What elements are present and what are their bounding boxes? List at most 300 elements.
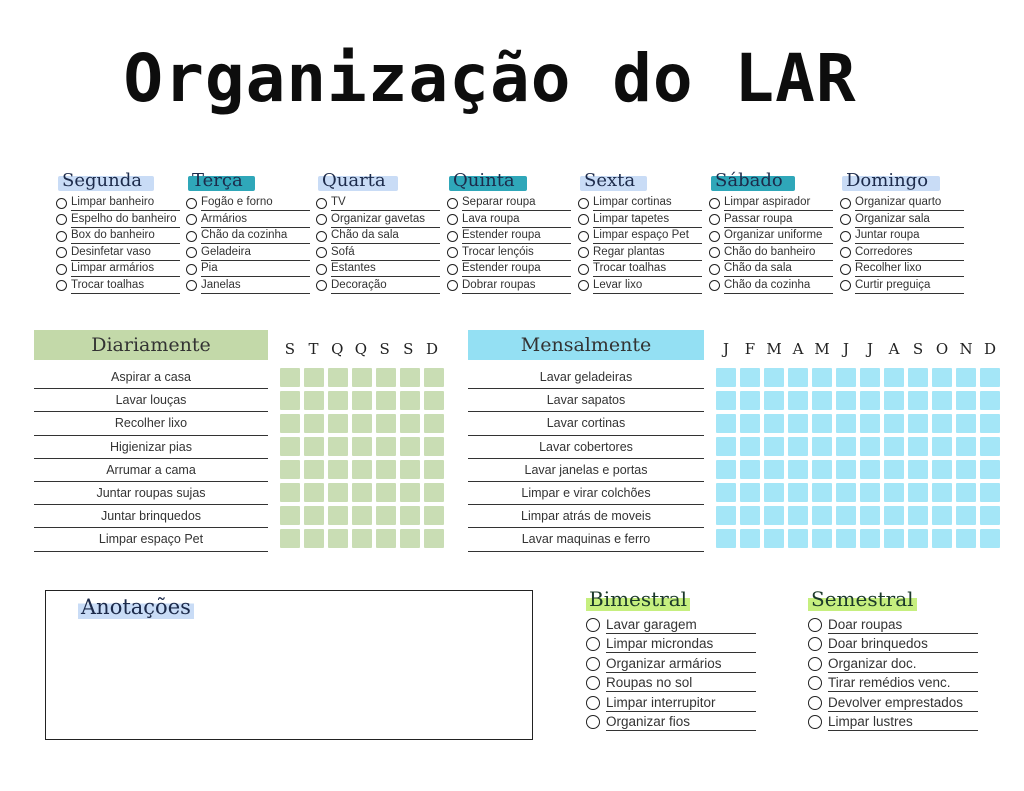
task-label: Estender roupa [462,261,571,277]
checkbox-cell[interactable] [280,529,300,548]
task-label: Limpar espaço Pet [593,228,702,244]
checkbox-cell[interactable] [980,414,1000,433]
checkbox-cell[interactable] [400,414,420,433]
checkbox-cell[interactable] [908,368,928,387]
checkbox-circle[interactable] [586,657,600,671]
checkbox-circle[interactable] [447,231,458,242]
checkbox-cell[interactable] [280,483,300,502]
checkbox-cell[interactable] [860,529,880,548]
checkbox-cell[interactable] [764,483,784,502]
checkbox-cell[interactable] [884,437,904,456]
checkbox-circle[interactable] [709,264,720,275]
checkbox-circle[interactable] [586,637,600,651]
checkbox-cell[interactable] [860,414,880,433]
checkbox-cell[interactable] [352,414,372,433]
checkbox-circle[interactable] [709,280,720,291]
checkbox-circle[interactable] [578,231,589,242]
checkbox-cell[interactable] [400,506,420,525]
checkbox-cell[interactable] [376,460,396,479]
checkbox-cell[interactable] [424,391,444,410]
checkbox-cell[interactable] [328,437,348,456]
checkbox-circle[interactable] [808,637,822,651]
task-label: Corredores [855,245,964,261]
checkbox-cell[interactable] [860,391,880,410]
checkbox-cell[interactable] [788,391,808,410]
task-label: Limpar banheiro [71,195,180,211]
checkbox-cell[interactable] [908,529,928,548]
checkbox-cell[interactable] [860,483,880,502]
task-item [709,195,833,212]
task-item [56,195,180,212]
table-row-label: Limpar e virar colchões [468,482,704,505]
checkbox-circle[interactable] [447,264,458,275]
monthly-month-letters [714,340,1002,358]
checkbox-cell[interactable] [740,391,760,410]
checkbox-cell[interactable] [424,529,444,548]
task-label: Tirar remédios venc. [828,674,978,692]
checkbox-cell[interactable] [788,414,808,433]
checkbox-cell[interactable] [304,391,324,410]
checkbox-circle[interactable] [578,214,589,225]
checkbox-cell[interactable] [424,506,444,525]
checkbox-cell[interactable] [812,391,832,410]
checkbox-cell[interactable] [884,506,904,525]
list-item [808,615,978,635]
checkbox-cell[interactable] [376,437,396,456]
checkbox-cell[interactable] [740,414,760,433]
checkbox-cell[interactable] [400,437,420,456]
checkbox-circle[interactable] [840,264,851,275]
task-label: Limpar cortinas [593,195,702,211]
checkbox-cell[interactable] [352,529,372,548]
day-column-5 [709,170,833,294]
checkbox-cell[interactable] [328,506,348,525]
day-title [318,170,390,191]
checkbox-circle[interactable] [808,715,822,729]
checkbox-cell[interactable] [352,460,372,479]
checkbox-cell[interactable] [836,460,856,479]
list-item [586,654,756,674]
checkbox-cell[interactable] [956,368,976,387]
checkbox-circle[interactable] [578,264,589,275]
checkbox-cell[interactable] [352,483,372,502]
task-item [578,212,702,229]
checkbox-circle[interactable] [586,618,600,632]
checkbox-cell[interactable] [424,460,444,479]
checkbox-cell[interactable] [884,391,904,410]
checkbox-circle[interactable] [316,231,327,242]
checkbox-circle[interactable] [840,214,851,225]
checkbox-cell[interactable] [304,529,324,548]
checkbox-cell[interactable] [884,460,904,479]
table-row-label: Lavar louças [34,389,268,412]
checkbox-cell[interactable] [328,529,348,548]
task-label: Limpar interrupitor [606,694,756,712]
checkbox-cell[interactable] [956,506,976,525]
checkbox-circle[interactable] [447,198,458,209]
checkbox-cell[interactable] [280,414,300,433]
checkbox-circle[interactable] [316,264,327,275]
table-row-label: Limpar espaço Pet [34,528,268,551]
task-label: Armários [201,212,310,228]
checkbox-cell[interactable] [836,483,856,502]
task-label: Trocar toalhas [71,278,180,294]
checkbox-cell[interactable] [280,437,300,456]
task-label: Limpar lustres [828,713,978,731]
column-letter: O [935,340,949,358]
task-item [709,278,833,295]
checkbox-cell[interactable] [932,483,952,502]
checkbox-cell[interactable] [716,460,736,479]
task-label: Limpar tapetes [593,212,702,228]
checkbox-cell[interactable] [424,414,444,433]
checkbox-cell[interactable] [424,437,444,456]
checkbox-circle[interactable] [56,247,67,258]
daily-header: Diariamente [34,330,268,360]
notes-title: Anotações [78,595,194,619]
checkbox-circle[interactable] [56,198,67,209]
checkbox-circle[interactable] [709,231,720,242]
checkbox-circle[interactable] [186,198,197,209]
task-item [316,245,440,262]
day-label: Domingo [846,170,929,191]
checkbox-cell[interactable] [860,506,880,525]
checkbox-cell[interactable] [764,437,784,456]
monthly-header: Mensalmente [468,330,704,360]
task-label: Trocar lençóis [462,245,571,261]
checkbox-cell[interactable] [716,483,736,502]
checkbox-cell[interactable] [716,368,736,387]
checkbox-cell[interactable] [424,368,444,387]
checkbox-cell[interactable] [376,391,396,410]
checkbox-cell[interactable] [716,529,736,548]
task-label: Curtir preguiça [855,278,964,294]
checkbox-cell[interactable] [908,437,928,456]
task-item [186,261,310,278]
day-label: Sexta [584,170,636,191]
checkbox-cell[interactable] [280,506,300,525]
day-label: Terça [192,170,243,191]
checkbox-cell[interactable] [884,529,904,548]
checkbox-circle[interactable] [840,198,851,209]
table-row-label: Limpar atrás de moveis [468,505,704,528]
checkbox-cell[interactable] [764,368,784,387]
task-item [578,278,702,295]
checkbox-cell[interactable] [716,414,736,433]
checkbox-cell[interactable] [788,437,808,456]
task-item [840,278,964,295]
checkbox-circle[interactable] [186,264,197,275]
task-item [56,261,180,278]
day-column-2 [316,170,440,294]
checkbox-cell[interactable] [788,368,808,387]
task-item [578,245,702,262]
checkbox-cell[interactable] [376,414,396,433]
checkbox-cell[interactable] [740,506,760,525]
checkbox-circle[interactable] [808,618,822,632]
day-title [58,170,146,191]
checkbox-cell[interactable] [980,483,1000,502]
day-title [580,170,639,191]
checkbox-circle[interactable] [709,247,720,258]
checkbox-cell[interactable] [352,391,372,410]
checkbox-circle[interactable] [840,280,851,291]
checkbox-cell[interactable] [352,437,372,456]
checkbox-cell[interactable] [788,460,808,479]
checkbox-circle[interactable] [840,247,851,258]
task-item [316,278,440,295]
task-label: Janelas [201,278,310,294]
checkbox-cell[interactable] [956,460,976,479]
checkbox-circle[interactable] [808,676,822,690]
checkbox-cell[interactable] [304,460,324,479]
checkbox-cell[interactable] [956,414,976,433]
checkbox-circle[interactable] [808,657,822,671]
column-letter: J [866,340,873,358]
semestral-list [808,587,978,732]
checkbox-cell[interactable] [376,483,396,502]
checkbox-cell[interactable] [400,391,420,410]
checkbox-circle[interactable] [447,214,458,225]
checkbox-circle[interactable] [578,280,589,291]
checkbox-cell[interactable] [860,437,880,456]
task-item [578,195,702,212]
task-item [56,212,180,229]
checkbox-cell[interactable] [352,368,372,387]
task-label: Juntar roupa [855,228,964,244]
checkbox-cell[interactable] [764,391,784,410]
task-label: Chão da cozinha [724,278,833,294]
checkbox-cell[interactable] [836,414,856,433]
checkbox-cell[interactable] [716,437,736,456]
checkbox-cell[interactable] [908,391,928,410]
checkbox-cell[interactable] [352,506,372,525]
checkbox-cell[interactable] [328,414,348,433]
bimestral-title: Bimestral [586,587,690,611]
notes-box[interactable] [45,590,533,740]
checkbox-cell[interactable] [304,437,324,456]
checkbox-cell[interactable] [932,414,952,433]
bimestral-list [586,587,756,732]
checkbox-cell[interactable] [716,391,736,410]
checkbox-cell[interactable] [812,529,832,548]
checkbox-cell[interactable] [280,368,300,387]
checkbox-cell[interactable] [836,368,856,387]
checkbox-cell[interactable] [836,529,856,548]
checkbox-circle[interactable] [447,280,458,291]
checkbox-cell[interactable] [812,460,832,479]
checkbox-circle[interactable] [578,198,589,209]
checkbox-cell[interactable] [980,391,1000,410]
checkbox-circle[interactable] [709,214,720,225]
checkbox-cell[interactable] [328,483,348,502]
checkbox-circle[interactable] [56,280,67,291]
checkbox-cell[interactable] [884,368,904,387]
checkbox-cell[interactable] [740,368,760,387]
checkbox-cell[interactable] [956,483,976,502]
task-label: Regar plantas [593,245,702,261]
checkbox-circle[interactable] [56,231,67,242]
checkbox-circle[interactable] [316,198,327,209]
checkbox-circle[interactable] [186,214,197,225]
checkbox-cell[interactable] [328,368,348,387]
checkbox-cell[interactable] [400,529,420,548]
daily-weekday-letters [278,340,444,358]
checkbox-cell[interactable] [812,506,832,525]
task-item [186,212,310,229]
table-row-label: Juntar roupas sujas [34,482,268,505]
checkbox-circle[interactable] [316,214,327,225]
checkbox-cell[interactable] [280,391,300,410]
checkbox-cell[interactable] [740,437,760,456]
checkbox-cell[interactable] [836,391,856,410]
checkbox-cell[interactable] [932,391,952,410]
checkbox-cell[interactable] [908,460,928,479]
checkbox-cell[interactable] [304,483,324,502]
checkbox-circle[interactable] [316,280,327,291]
checkbox-cell[interactable] [932,437,952,456]
task-item [709,261,833,278]
task-label: Organizar fios [606,713,756,731]
checkbox-cell[interactable] [908,483,928,502]
checkbox-cell[interactable] [400,460,420,479]
task-label: Limpar armários [71,261,180,277]
day-column-6 [840,170,964,294]
task-item [840,195,964,212]
checkbox-cell[interactable] [980,506,1000,525]
task-item [447,228,571,245]
checkbox-cell[interactable] [860,368,880,387]
task-label: Estantes [331,261,440,277]
checkbox-circle[interactable] [586,676,600,690]
checkbox-circle[interactable] [586,715,600,729]
checkbox-cell[interactable] [764,506,784,525]
checkbox-cell[interactable] [788,529,808,548]
checkbox-cell[interactable] [764,529,784,548]
day-column-0 [56,170,180,294]
checkbox-circle[interactable] [586,696,600,710]
checkbox-circle[interactable] [186,247,197,258]
checkbox-cell[interactable] [788,506,808,525]
checkbox-cell[interactable] [812,437,832,456]
column-letter: F [744,340,756,358]
checkbox-cell[interactable] [304,506,324,525]
checkbox-circle[interactable] [56,264,67,275]
checkbox-cell[interactable] [740,460,760,479]
task-label: Devolver emprestados [828,694,978,712]
daily-checkbox-grid [280,368,444,548]
checkbox-cell[interactable] [812,414,832,433]
task-label: Decoração [331,278,440,294]
checkbox-cell[interactable] [932,460,952,479]
checkbox-cell[interactable] [376,368,396,387]
column-letter: J [722,340,729,358]
checkbox-cell[interactable] [956,529,976,548]
task-item [186,228,310,245]
checkbox-cell[interactable] [716,506,736,525]
column-letter: S [379,340,390,358]
checkbox-cell[interactable] [280,460,300,479]
checkbox-cell[interactable] [788,483,808,502]
task-item [56,245,180,262]
checkbox-circle[interactable] [840,231,851,242]
table-row-label: Lavar sapatos [468,389,704,412]
semestral-title: Semestral [808,587,917,611]
task-item [447,195,571,212]
checkbox-cell[interactable] [376,506,396,525]
checkbox-cell[interactable] [860,460,880,479]
column-letter: A [792,340,804,358]
day-label: Segunda [62,170,142,191]
checkbox-cell[interactable] [812,368,832,387]
checkbox-cell[interactable] [980,460,1000,479]
day-label: Sábado [715,170,783,191]
list-item [586,713,756,733]
checkbox-cell[interactable] [884,483,904,502]
table-row-label: Juntar brinquedos [34,505,268,528]
checkbox-cell[interactable] [740,529,760,548]
task-label: Chão da sala [724,261,833,277]
checkbox-cell[interactable] [328,391,348,410]
checkbox-cell[interactable] [304,368,324,387]
task-label: Fogão e forno [201,195,310,211]
checkbox-circle[interactable] [808,696,822,710]
checkbox-cell[interactable] [812,483,832,502]
task-item [840,261,964,278]
checkbox-circle[interactable] [316,247,327,258]
checkbox-circle[interactable] [709,198,720,209]
checkbox-circle[interactable] [578,247,589,258]
checkbox-cell[interactable] [956,437,976,456]
checkbox-cell[interactable] [304,414,324,433]
task-item [709,245,833,262]
checkbox-circle[interactable] [186,231,197,242]
checkbox-circle[interactable] [447,247,458,258]
checkbox-cell[interactable] [400,483,420,502]
task-label: Lavar garagem [606,616,756,634]
checkbox-cell[interactable] [980,368,1000,387]
checkbox-cell[interactable] [764,414,784,433]
checkbox-cell[interactable] [980,437,1000,456]
checkbox-cell[interactable] [884,414,904,433]
checkbox-cell[interactable] [932,368,952,387]
checkbox-cell[interactable] [740,483,760,502]
checkbox-cell[interactable] [424,483,444,502]
checkbox-cell[interactable] [376,529,396,548]
column-letter: T [308,340,319,358]
checkbox-circle[interactable] [186,280,197,291]
checkbox-cell[interactable] [400,368,420,387]
task-label: Dobrar roupas [462,278,571,294]
checkbox-circle[interactable] [56,214,67,225]
checkbox-cell[interactable] [908,506,928,525]
checkbox-cell[interactable] [908,414,928,433]
checkbox-cell[interactable] [764,460,784,479]
checkbox-cell[interactable] [328,460,348,479]
checkbox-cell[interactable] [836,506,856,525]
checkbox-cell[interactable] [932,506,952,525]
task-item [840,228,964,245]
table-row-label: Higienizar pias [34,436,268,459]
list-item [586,615,756,635]
task-label: Limpar microndas [606,635,756,653]
task-label: Box do banheiro [71,228,180,244]
checkbox-cell[interactable] [980,529,1000,548]
checkbox-cell[interactable] [956,391,976,410]
checkbox-cell[interactable] [836,437,856,456]
table-row-label: Lavar geladeiras [468,366,704,389]
checkbox-cell[interactable] [932,529,952,548]
